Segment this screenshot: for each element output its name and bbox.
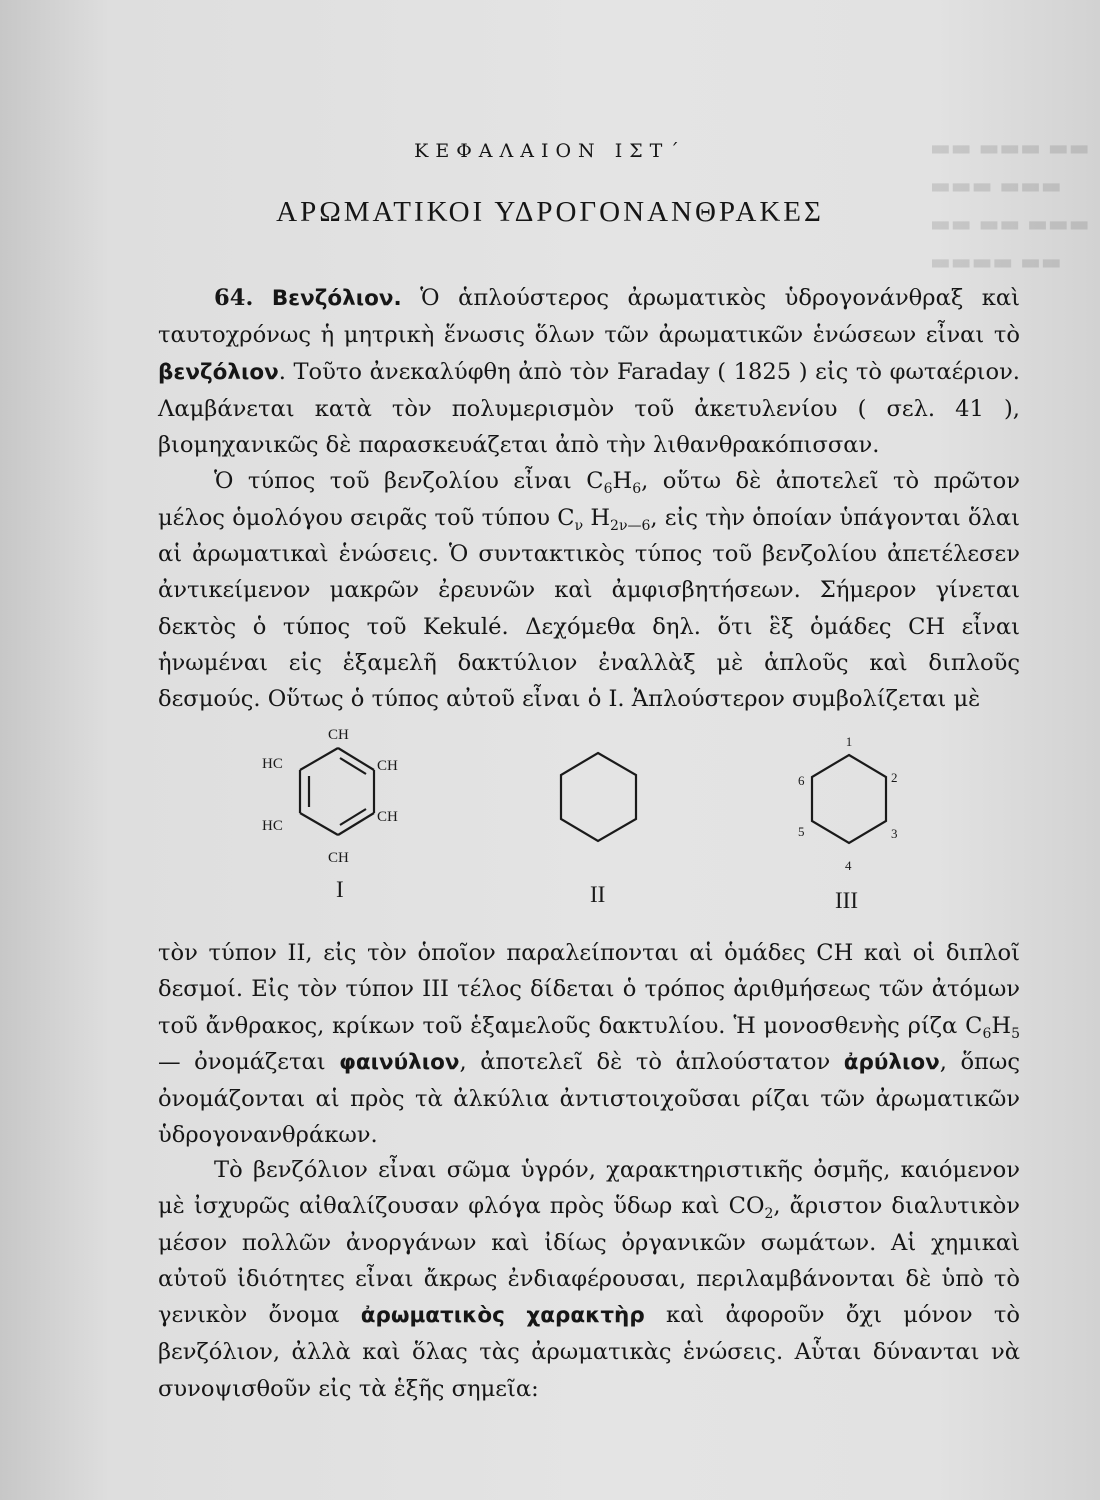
atom-number-3: 3 [891, 826, 898, 841]
atom-number-6: 6 [798, 773, 805, 788]
section-heading: Βενζόλιον. [271, 286, 402, 311]
kekule-structure-I [300, 748, 374, 835]
p2-sub-4: 2ν—6 [610, 517, 651, 534]
p2-text-2: H [612, 468, 633, 495]
p3-text-2: , ἄριστον διαλυτικὸν μέσον πολλῶν ἀνοργάνων καὶ ἰδίως ὀργανικῶν σωμάτων. Αἱ χημικαὶ αὐτοῦ ἰδιότητες εἶναι ἄκρως ἐνδιαφέρουσαι, περιλαμβάνονται δὲ ὑπὸ τὸ γενικὸν ὄνομα [158, 1193, 1020, 1329]
section-number: 64. [214, 285, 254, 311]
p2-text-4: H [583, 504, 611, 531]
atom-number-5: 5 [798, 824, 805, 839]
label-I: I [336, 877, 344, 902]
cont-sub-2: 5 [1011, 1025, 1020, 1042]
label-II: II [590, 882, 606, 907]
properties-paragraph [158, 1152, 1020, 1407]
term-aryl: ἀρύλιον [843, 1049, 940, 1075]
struct-I-hc-lower: HC [262, 818, 283, 834]
label-III: III [835, 888, 858, 913]
cont-text-1: τὸν τύπον II, εἰς τὸν ὁποῖον παραλείπονται αἱ ὁμάδες CH καὶ οἱ διπλοῖ δεσμοί. Εἰς τὸν τύπον III τέλος δίδεται ὁ τρόπος ἀριθμήσεως τῶν ἀτόμων τοῦ ἄνθρακος, κρίκων τοῦ ἑξαμελοῦς δακτυλίου. Ἡ μονοσθενὴς ρίζα C [158, 940, 1020, 1039]
cont-text-4: , ἀποτελεῖ δὲ τὸ ἁπλούστατον [459, 1048, 844, 1075]
atom-number-1: 1 [845, 734, 853, 749]
struct-I-ch-lower-right: CH [377, 809, 398, 825]
term-phenyl: φαινύλιον [339, 1049, 460, 1075]
term-benzene: βενζόλιον [158, 359, 279, 385]
struct-I-ch-upper-right: CH [377, 758, 398, 774]
atom-number-2: 2 [891, 770, 898, 785]
chapter-label: ΚΕΦΑΛΑΙΟΝ ΙΣΤ΄ [414, 140, 686, 162]
p1-text-1: Ὁ ἁπλούστερος ἀρωματικὸς ὑδρογονάνθραξ καὶ ταυτοχρόνως ἡ μητρικὴ ἕνωσις ὅλων τῶν ἀρωματικῶν ἑνώσεων εἶναι τὸ [158, 285, 1020, 349]
continuation-paragraph [158, 935, 1020, 1154]
p2-text-3: , οὕτω δὲ ἀποτελεῖ τὸ πρῶτον μέλος ὁμολόγου σειρᾶς τοῦ τύπου C [158, 468, 1021, 531]
p2-sub-1: 6 [603, 481, 613, 498]
p2-text-1: Ὁ τύπος τοῦ βενζολίου εἶναι C [214, 468, 604, 495]
term-aromatic-character: ἀρωματικὸς χαρακτὴρ [360, 1303, 645, 1329]
cont-text-3: — ὀνομάζεται [158, 1048, 340, 1075]
cont-sub-1: 6 [982, 1025, 992, 1042]
p3-sub-1: 2 [764, 1206, 774, 1223]
p3-text-1: Τὸ βενζόλιον εἶναι σῶμα ὑγρόν, χαρακτηριστικῆς ὀσμῆς, καιόμενον μὲ ἰσχυρῶς αἰθαλίζουσαν φλόγα πρὸς ὕδωρ καὶ CO [158, 1157, 1020, 1220]
p2-sub-3: ν [574, 517, 584, 534]
chapter-title: ΑΡΩΜΑΤΙΚΟΙ ΥΔΡΟΓΟΝΑΝΘΡΑΚΕΣ [276, 196, 824, 228]
p1-text-2: . Τοῦτο ἀνεκαλύφθη ἀπὸ τὸν Faraday ( 1825 ) εἰς τὸ φωταέριον. Λαμβάνεται κατὰ τὸν πολυμερισμὸν τοῦ ἀκετυλενίου ( σελ. 41 ), βιομηχανικῶς δὲ παρασκευάζεται ἀπὸ τὴν λιθανθρακόπισσαν. [158, 358, 1020, 459]
p2-text-5: , εἰς τὴν ὁποίαν ὑπάγονται ὅλαι αἱ ἀρωματικαὶ ἑνώσεις. Ὁ συντακτικὸς τύπος τοῦ βενζολίου ἀπετέλεσεν ἀντικείμενον μακρῶν ἐρευνῶν καὶ ἀμφισβητήσεων. Σήμερον γίνεται δεκτὸς ὁ τύπος τοῦ Kekulé. Δεχόμεθα δηλ. ὅτι ἓξ ὁμάδες CH εἶναι ἡνωμέναι εἰς ἑξαμελῆ δακτύλιον ἐναλλὰξ μὲ ἁπλοῦς καὶ διπλοῦς δεσμούς. Οὕτως ὁ τύπος αὐτοῦ εἶναι ὁ I. Ἁπλούστερον συμβολίζεται μὲ [158, 504, 1020, 713]
hexagon-structure-II [561, 753, 636, 841]
facing-page-bleed-through: ▬▬ ▬▬▬ ▬▬ ▬▬▬ ▬▬▬ ▬▬ ▬▬ ▬▬▬ ▬▬▬▬ ▬▬ [930, 136, 1090, 275]
p2-sub-2: 6 [632, 481, 642, 498]
p3-text-3: καὶ ἀφοροῦν ὄχι μόνον τὸ βενζόλιον, ἀλλὰ καὶ ὅλας τὰς ἀρωματικὰς ἑνώσεις. Αὗται δύνανται νὰ συνοψισθοῦν εἰς τὰ ἑξῆς σημεῖα: [158, 1302, 1020, 1402]
atom-number-4: 4 [845, 858, 852, 873]
cont-text-5: , ὅπως ὀνομάζονται αἱ πρὸς τὰ ἀλκύλια ἀντιστοιχοῦσαι ρίζαι τῶν ἀρωματικῶν ὑδρογονανθράκων. [158, 1048, 1020, 1149]
cont-text-2: H [991, 1012, 1012, 1039]
struct-I-ch-bottom: CH [328, 850, 349, 866]
struct-I-ch-top: CH [328, 727, 349, 743]
struct-I-hc-upper: HC [262, 756, 283, 772]
numbered-hexagon-structure-III [812, 755, 886, 843]
